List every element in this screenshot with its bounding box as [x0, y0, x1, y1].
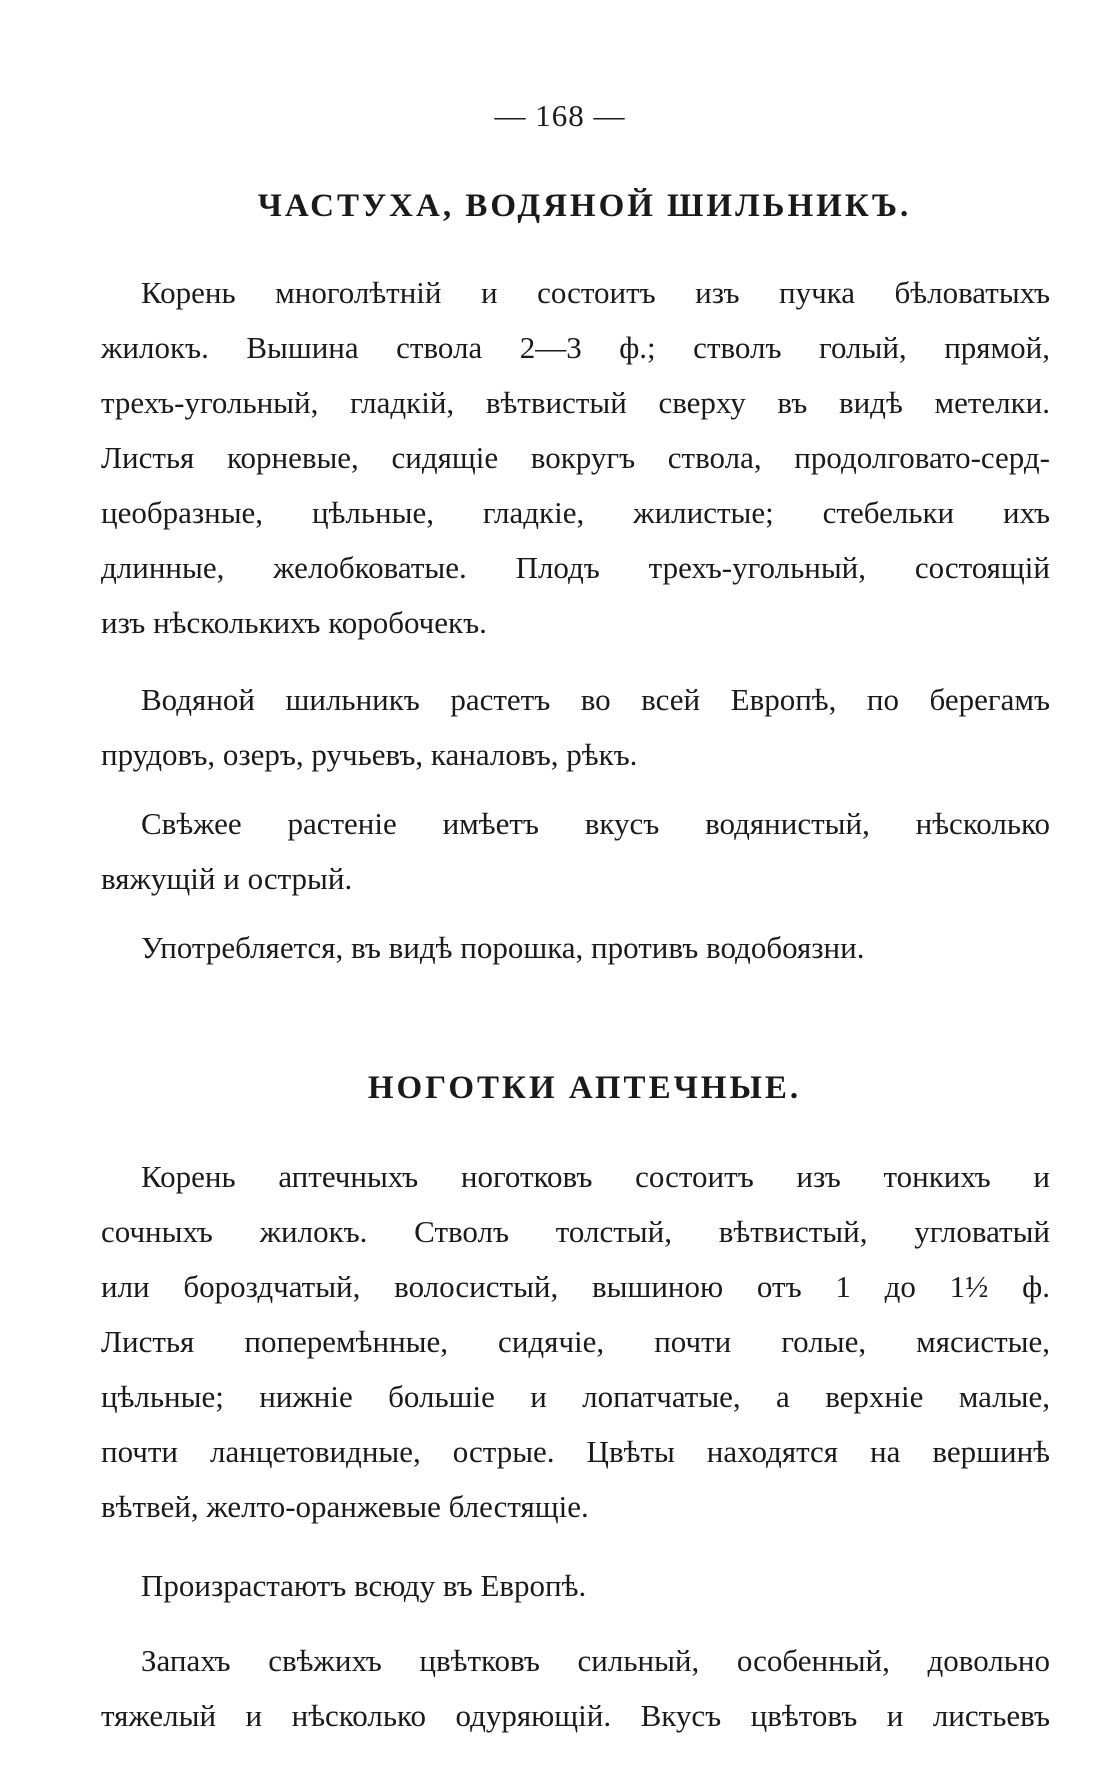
section-heading: НОГОТКИ АПТЕЧНЫЕ.	[367, 1070, 802, 1106]
text-line: вѣтвей, желто-оранжевые блестящіе.	[101, 1489, 589, 1524]
paragraph	[101, 265, 1050, 650]
text-line: Листья корневые, сидящіе вокругъ ствола, продолговато-серд-	[101, 440, 1050, 475]
text-line: Свѣжее растеніе имѣетъ вкусъ водянистый, нѣсколько	[141, 806, 1050, 841]
text-line: длинные, желобковатые. Плодъ трехъ-угольный, состоящій	[101, 550, 1050, 585]
paragraph	[101, 796, 1050, 906]
paragraph	[101, 1558, 1050, 1613]
text-line: почти ланцетовидные, острые. Цвѣты находятся на вершинѣ	[101, 1434, 1050, 1469]
text-line: цѣльные; нижніе большіе и лопатчатые, а верхніе малые,	[101, 1379, 1050, 1414]
text-line: Употребляется, въ видѣ порошка, противъ водобоязни.	[141, 930, 865, 965]
text-line: или бороздчатый, волосистый, вышиною отъ 1 до 1½ ф.	[101, 1269, 1050, 1304]
paragraph	[101, 920, 1050, 975]
paragraph	[101, 672, 1050, 782]
section-chastukha	[101, 188, 1050, 975]
text-line: жилокъ. Вышина ствола 2—3 ф.; стволъ голый, прямой,	[101, 330, 1050, 365]
section-nogotki	[101, 1070, 1050, 1743]
text-line: Запахъ свѣжихъ цвѣтковъ сильный, особенный, довольно	[141, 1643, 1050, 1678]
paragraph	[101, 1633, 1050, 1743]
text-line: Корень многолѣтній и состоитъ изъ пучка бѣловатыхъ	[141, 275, 1050, 310]
text-line: изъ нѣсколькихъ коробочекъ.	[101, 605, 487, 640]
text-line: трехъ-угольный, гладкій, вѣтвистый сверху въ видѣ метелки.	[101, 385, 1050, 420]
text-line: вяжущій и острый.	[101, 861, 353, 896]
text-line: Водяной шильникъ растетъ во всей Европѣ, по берегамъ	[141, 682, 1050, 717]
text-line: Листья поперемѣнные, сидячіе, почти голые, мясистые,	[101, 1324, 1050, 1359]
section-heading: ЧАСТУХА, ВОДЯНОЙ ШИЛЬНИКЪ.	[257, 188, 912, 224]
text-line: прудовъ, озеръ, ручьевъ, каналовъ, рѣкъ.	[101, 737, 638, 772]
text-line: сочныхъ жилокъ. Стволъ толстый, вѣтвистый, угловатый	[101, 1214, 1050, 1249]
text-line: Корень аптечныхъ ноготковъ состоитъ изъ тонкихъ и	[141, 1159, 1050, 1194]
text-line: Произрастаютъ всюду въ Европѣ.	[141, 1568, 587, 1603]
paragraph	[101, 1149, 1050, 1534]
text-line: цеобразные, цѣльные, гладкіе, жилистые; стебельки ихъ	[101, 495, 1050, 530]
page-number: — 168 —	[494, 98, 626, 133]
text-line: тяжелый и нѣсколько одуряющій. Вкусъ цвѣтовъ и листьевъ	[101, 1698, 1050, 1733]
